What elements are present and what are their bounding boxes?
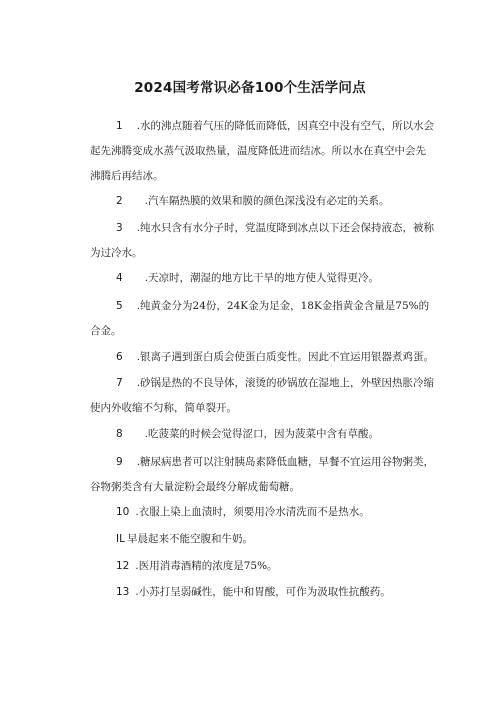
item-number: 3 [116,222,123,234]
item-text: .银离子遇到蛋白质会使蛋白质变性。因此不宜运用银器煮鸡蛋。 [136,351,435,363]
list-item-2 [90,189,435,214]
list-item-3 [90,216,435,266]
page-title: 2024国考常识必备100个生活学问点 [134,80,366,96]
item-number: 1 [116,120,123,132]
item-text: .纯水只含有水分子时，党温度降到冰点以下还会保持液态，被称为过冷水。 [90,222,435,259]
item-number: 4 [116,272,123,284]
list-item-7 [90,371,435,421]
list-item-4 [90,266,435,291]
list-item-11 [90,527,435,552]
item-text: .天凉时，潮湿的地方比干旱的地方使人觉得更冷。 [144,272,380,284]
item-text: .水的沸点随着气压的降低而降低，因真空中没有空气，所以水会起先沸腾变成水蒸气汲取热量，温度降低进而结冰。所以水在真空中会先沸腾后再结冰。 [90,120,435,182]
list-item-6 [90,345,435,370]
list-item-12 [90,554,435,579]
item-text: .汽车隔热膜的效果和膜的颜色深浅没有必定的关系。 [144,195,390,207]
item-text: .衣服上染上血渍时，须要用冷水清洗而不是热水。 [135,506,370,518]
item-text: .糖尿病患者可以注射胰岛素降低血糖，早餐不宜运用谷物粥类，谷物粥类含有大量淀粉会最终分解成葡萄糖。 [90,456,435,493]
item-text: .医用消毒酒精的浓度是75%。 [135,560,278,572]
list-item-8 [90,422,435,447]
list-item-1 [90,114,435,189]
list-item-10 [90,500,435,525]
item-number: 12 [116,560,130,572]
item-number: 2 [116,195,123,207]
item-number: 5 [116,300,123,312]
list-item-9 [90,450,435,500]
item-number: 9 [116,456,123,468]
item-text: .纯黄金分为24份，24K金为足金，18K金指黄金含量是75%的合金。 [90,300,430,337]
list-item-5 [90,294,435,344]
item-number: 10 [116,506,130,518]
item-text: .小苏打呈弱碱性，能中和胃酸，可作为汲取性抗酸药。 [135,586,391,598]
item-number: 7 [116,377,123,389]
item-text: .砂锅是热的不良导体，滚烫的砂锅放在湿地上，外壁因热胀冷缩使内外收缩不匀称，简单裂开。 [90,377,435,414]
item-text: 早晨起来不能空腹和牛奶。 [126,533,253,545]
item-text: .吃菠菜的时候会觉得涩口，因为菠菜中含有草酸。 [144,428,380,440]
item-number: IL [116,533,125,545]
item-number: 13 [116,586,130,598]
item-number: 6 [116,351,123,363]
list-item-13 [90,580,435,605]
item-number: 8 [116,428,123,440]
